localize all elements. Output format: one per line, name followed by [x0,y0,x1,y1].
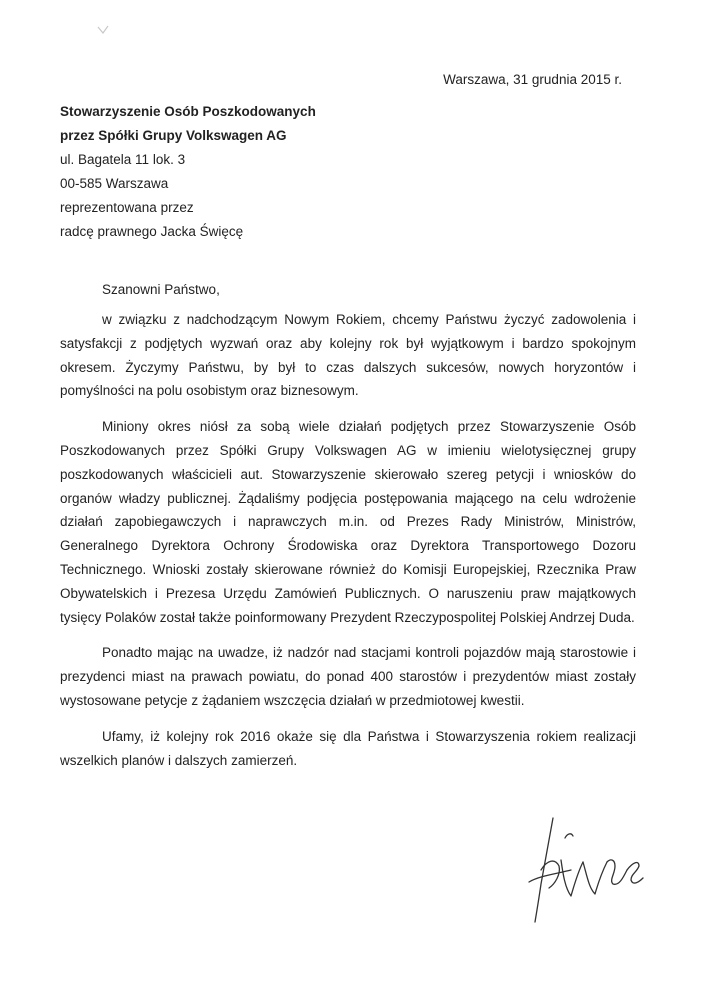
paragraph-2: Miniony okres niósł za sobą wiele działań podjętych przez Stowarzyszenie Osób Poszkodowanych przez Spółki Grupy Volkswagen AG w imieniu wielotysięcznej grupy poszkodowanych właścicieli aut. Stowarzyszenie skierowało szereg petycji i wniosków do organów władzy publicznej. Żądaliśmy podjęcia postępowania mającego na celu wdrożenie działań zapobiegawczych i naprawczych m.in. od Prezes Rady Ministrów, Ministrów, Generalnego Dyrektora Ochrony Środowiska oraz Dyrektora Transportowego Dozoru Technicznego. Wnioski zostały skierowane również do Komisji Europejskiej, Rzecznika Praw Obywatelskich i Prezesa Urzędu Zamówień Publicznych. O naruszeniu praw majątkowych tysięcy Polaków został także poinformowany Prezydent Rzeczypospolitej Polskiej Andrzej Duda. [60,419,636,625]
letter-body [60,308,636,784]
handwritten-signature [515,800,645,930]
recipient-name-line2: przez Spółki Grupy Volkswagen AG [60,128,287,143]
recipient-street: ul. Bagatela 11 lok. 3 [60,152,186,167]
paragraph-1: w związku z nadchodzącym Nowym Rokiem, chcemy Państwu życzyć zadowolenia i satysfakcji z podjętych wyzwań oraz aby kolejny rok był wyjątkowym i bardzo spokojnym okresem. Życzymy Państwu, by był to czas dalszych sukcesów, nowych horyzontów i pomyślności na polu osobistym oraz biznesowym. [60,312,636,399]
recipient-postal-city: 00-585 Warszawa [60,176,169,191]
recipient-attorney: radcę prawnego Jacka Święcę [60,224,244,239]
recipient-name-line1: Stowarzyszenie Osób Poszkodowanych [60,104,316,119]
salutation: Szanowni Państwo, [102,282,220,297]
letter-date: Warszawa, 31 grudnia 2015 r. [443,72,622,87]
recipient-address [60,100,316,244]
paragraph-4: Ufamy, iż kolejny rok 2016 okaże się dla Państwa i Stowarzyszenia rokiem realizacji wszelkich planów i dalszych zamierzeń. [60,728,636,768]
paragraph-3: Ponadto mając na uwadze, iż nadzór nad stacjami kontroli pojazdów mają starostowie i prezydenci miast na prawach powiatu, do ponad 400 starostów i prezydentów miast zostały wystosowane petycje z żądaniem wszczęcia działań w przedmiotowej kwestii. [60,645,636,708]
recipient-represented-by: reprezentowana przez [60,200,194,215]
scan-mark-icon [96,24,110,38]
